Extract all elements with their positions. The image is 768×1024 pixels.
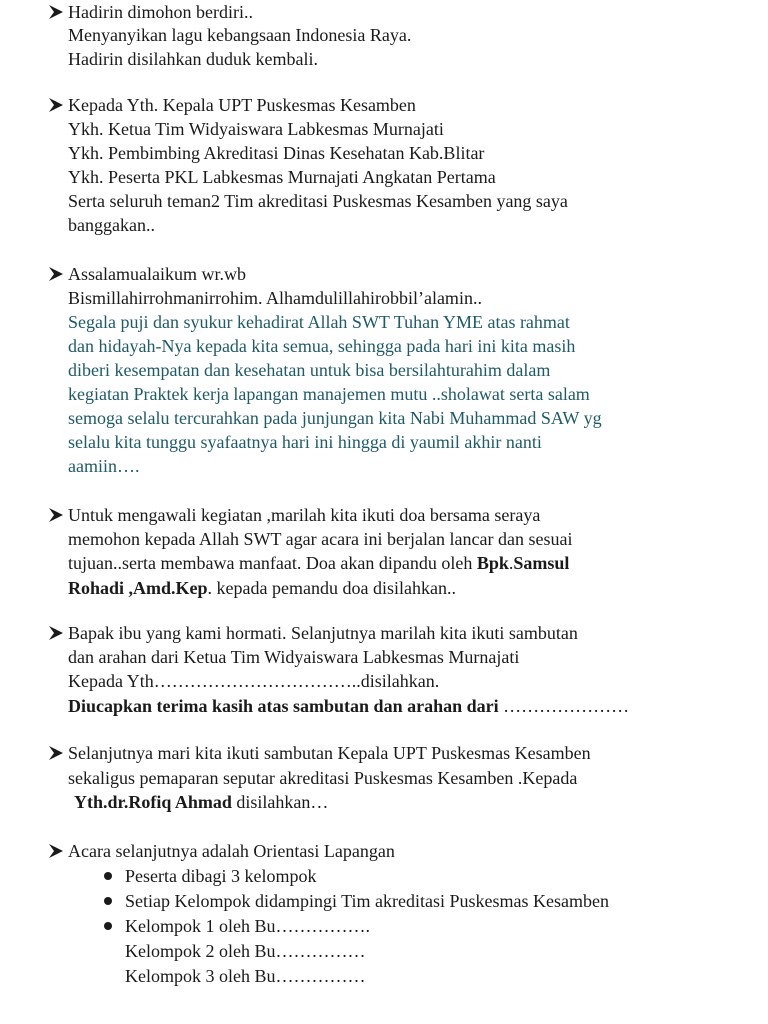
section-3-line-2: Bismillahirrohmanirrohim. Alhamdulillahirobbil’alamin.. [68, 288, 482, 308]
kelompok-2-line: Kelompok 2 oleh Bu…………… [125, 941, 366, 961]
section-2-line-3: Ykh. Pembimbing Akreditasi Dinas Kesehatan Kab.Blitar [68, 143, 485, 163]
kelompok-3-line: Kelompok 3 oleh Bu…………… [125, 966, 366, 986]
rofiq-name: Yth.dr.Rofiq Ahmad [74, 792, 232, 812]
section-2-line-4: Ykh. Peserta PKL Labkesmas Murnajati Angkatan Pertama [68, 167, 496, 187]
section-5-line-3: Kepada Yth……………………………..disilahkan. [68, 671, 440, 691]
section-4-line-4-text: . kepada pemandu doa disilahkan.. [207, 578, 456, 598]
section-3-teal-line-2: dan hidayah-Nya kepada kita semua, sehingga pada hari ini kita masih [68, 336, 576, 356]
arrow-bullet-icon [48, 745, 64, 761]
section-6-line-3 [74, 790, 328, 814]
section-6-line-2: sekaligus pemaparan seputar akreditasi Puskesmas Kesamben .Kepada [68, 768, 578, 788]
section-1-line-1: Hadirin dimohon berdiri.. [68, 2, 253, 22]
section-4-line-1: Untuk mengawali kegiatan ,marilah kita ikuti doa bersama seraya [68, 505, 541, 525]
section-2-line-1: Kepada Yth. Kepala UPT Puskesmas Kesamben [68, 95, 416, 115]
section-4-line-3-text: tujuan..serta membawa manfaat. Doa akan dipandu oleh [68, 553, 477, 573]
rohadi-name: Rohadi ,Amd.Kep [68, 578, 208, 598]
section-3-line-1: Assalamualaikum wr.wb [68, 264, 246, 284]
samsul-name: Samsul [513, 553, 570, 573]
section-3-teal-line-4: kegiatan Praktek kerja lapangan manajemen mutu ..sholawat serta salam [68, 384, 590, 404]
thanks-dots: ………………… [498, 696, 630, 716]
arrow-bullet-icon [48, 4, 64, 20]
section-7-line-1: Acara selanjutnya adalah Orientasi Lapangan [68, 841, 395, 861]
bullet-item-1: Peserta dibagi 3 kelompok [125, 866, 317, 886]
section-1-line-3: Hadirin disilahkan duduk kembali. [68, 49, 318, 69]
section-4-line-4 [68, 576, 456, 600]
bullet-dot-icon [104, 872, 112, 880]
section-3-teal-line-6: selalu kita tunggu syafaatnya hari ini hingga di yaumil akhir nanti [68, 432, 542, 452]
section-4-line-3 [68, 551, 569, 575]
section-6-line-1: Selanjutnya mari kita ikuti sambutan Kepala UPT Puskesmas Kesamben [68, 743, 591, 763]
section-5-line-2: dan arahan dari Ketua Tim Widyaiswara Labkesmas Murnajati [68, 647, 520, 667]
section-2-line-6: banggakan.. [68, 215, 155, 235]
bullet-item-2: Setiap Kelompok didampingi Tim akreditasi Puskesmas Kesamben [125, 891, 609, 911]
section-4-line-2: memohon kepada Allah SWT agar acara ini berjalan lancar dan sesuai [68, 529, 573, 549]
bullet-dot-icon [104, 897, 112, 905]
section-5-line-4 [68, 694, 629, 718]
section-1-line-2: Menyanyikan lagu kebangsaan Indonesia Raya. [68, 25, 412, 45]
section-2-line-2: Ykh. Ketua Tim Widyaiswara Labkesmas Murnajati [68, 119, 444, 139]
arrow-bullet-icon [48, 507, 64, 523]
section-3-teal-line-3: diberi kesempatan dan kesehatan untuk bisa bersilahturahim dalam [68, 360, 551, 380]
bullet-item-3: Kelompok 1 oleh Bu……………. [125, 916, 370, 936]
section-3-teal-line-7: aamiin…. [68, 456, 140, 476]
section-2-line-5: Serta seluruh teman2 Tim akreditasi Puskesmas Kesamben yang saya [68, 191, 568, 211]
section-5-line-1: Bapak ibu yang kami hormati. Selanjutnya marilah kita ikuti sambutan [68, 623, 578, 643]
section-6-line-3-text: disilahkan… [231, 792, 329, 812]
arrow-bullet-icon [48, 625, 64, 641]
thanks-text: Diucapkan terima kasih atas sambutan dan arahan dari [68, 696, 499, 716]
section-3-teal-line-1: Segala puji dan syukur kehadirat Allah SWT Tuhan YME atas rahmat [68, 312, 570, 332]
bpk-dot: . [508, 553, 514, 573]
arrow-bullet-icon [48, 266, 64, 282]
bullet-dot-icon [104, 922, 112, 930]
arrow-bullet-icon [48, 843, 64, 859]
section-3-teal-line-5: semoga selalu tercurahkan pada junjungan kita Nabi Muhammad SAW yg [68, 408, 602, 428]
bpk-label: Bpk [476, 553, 509, 573]
arrow-bullet-icon [48, 97, 64, 113]
